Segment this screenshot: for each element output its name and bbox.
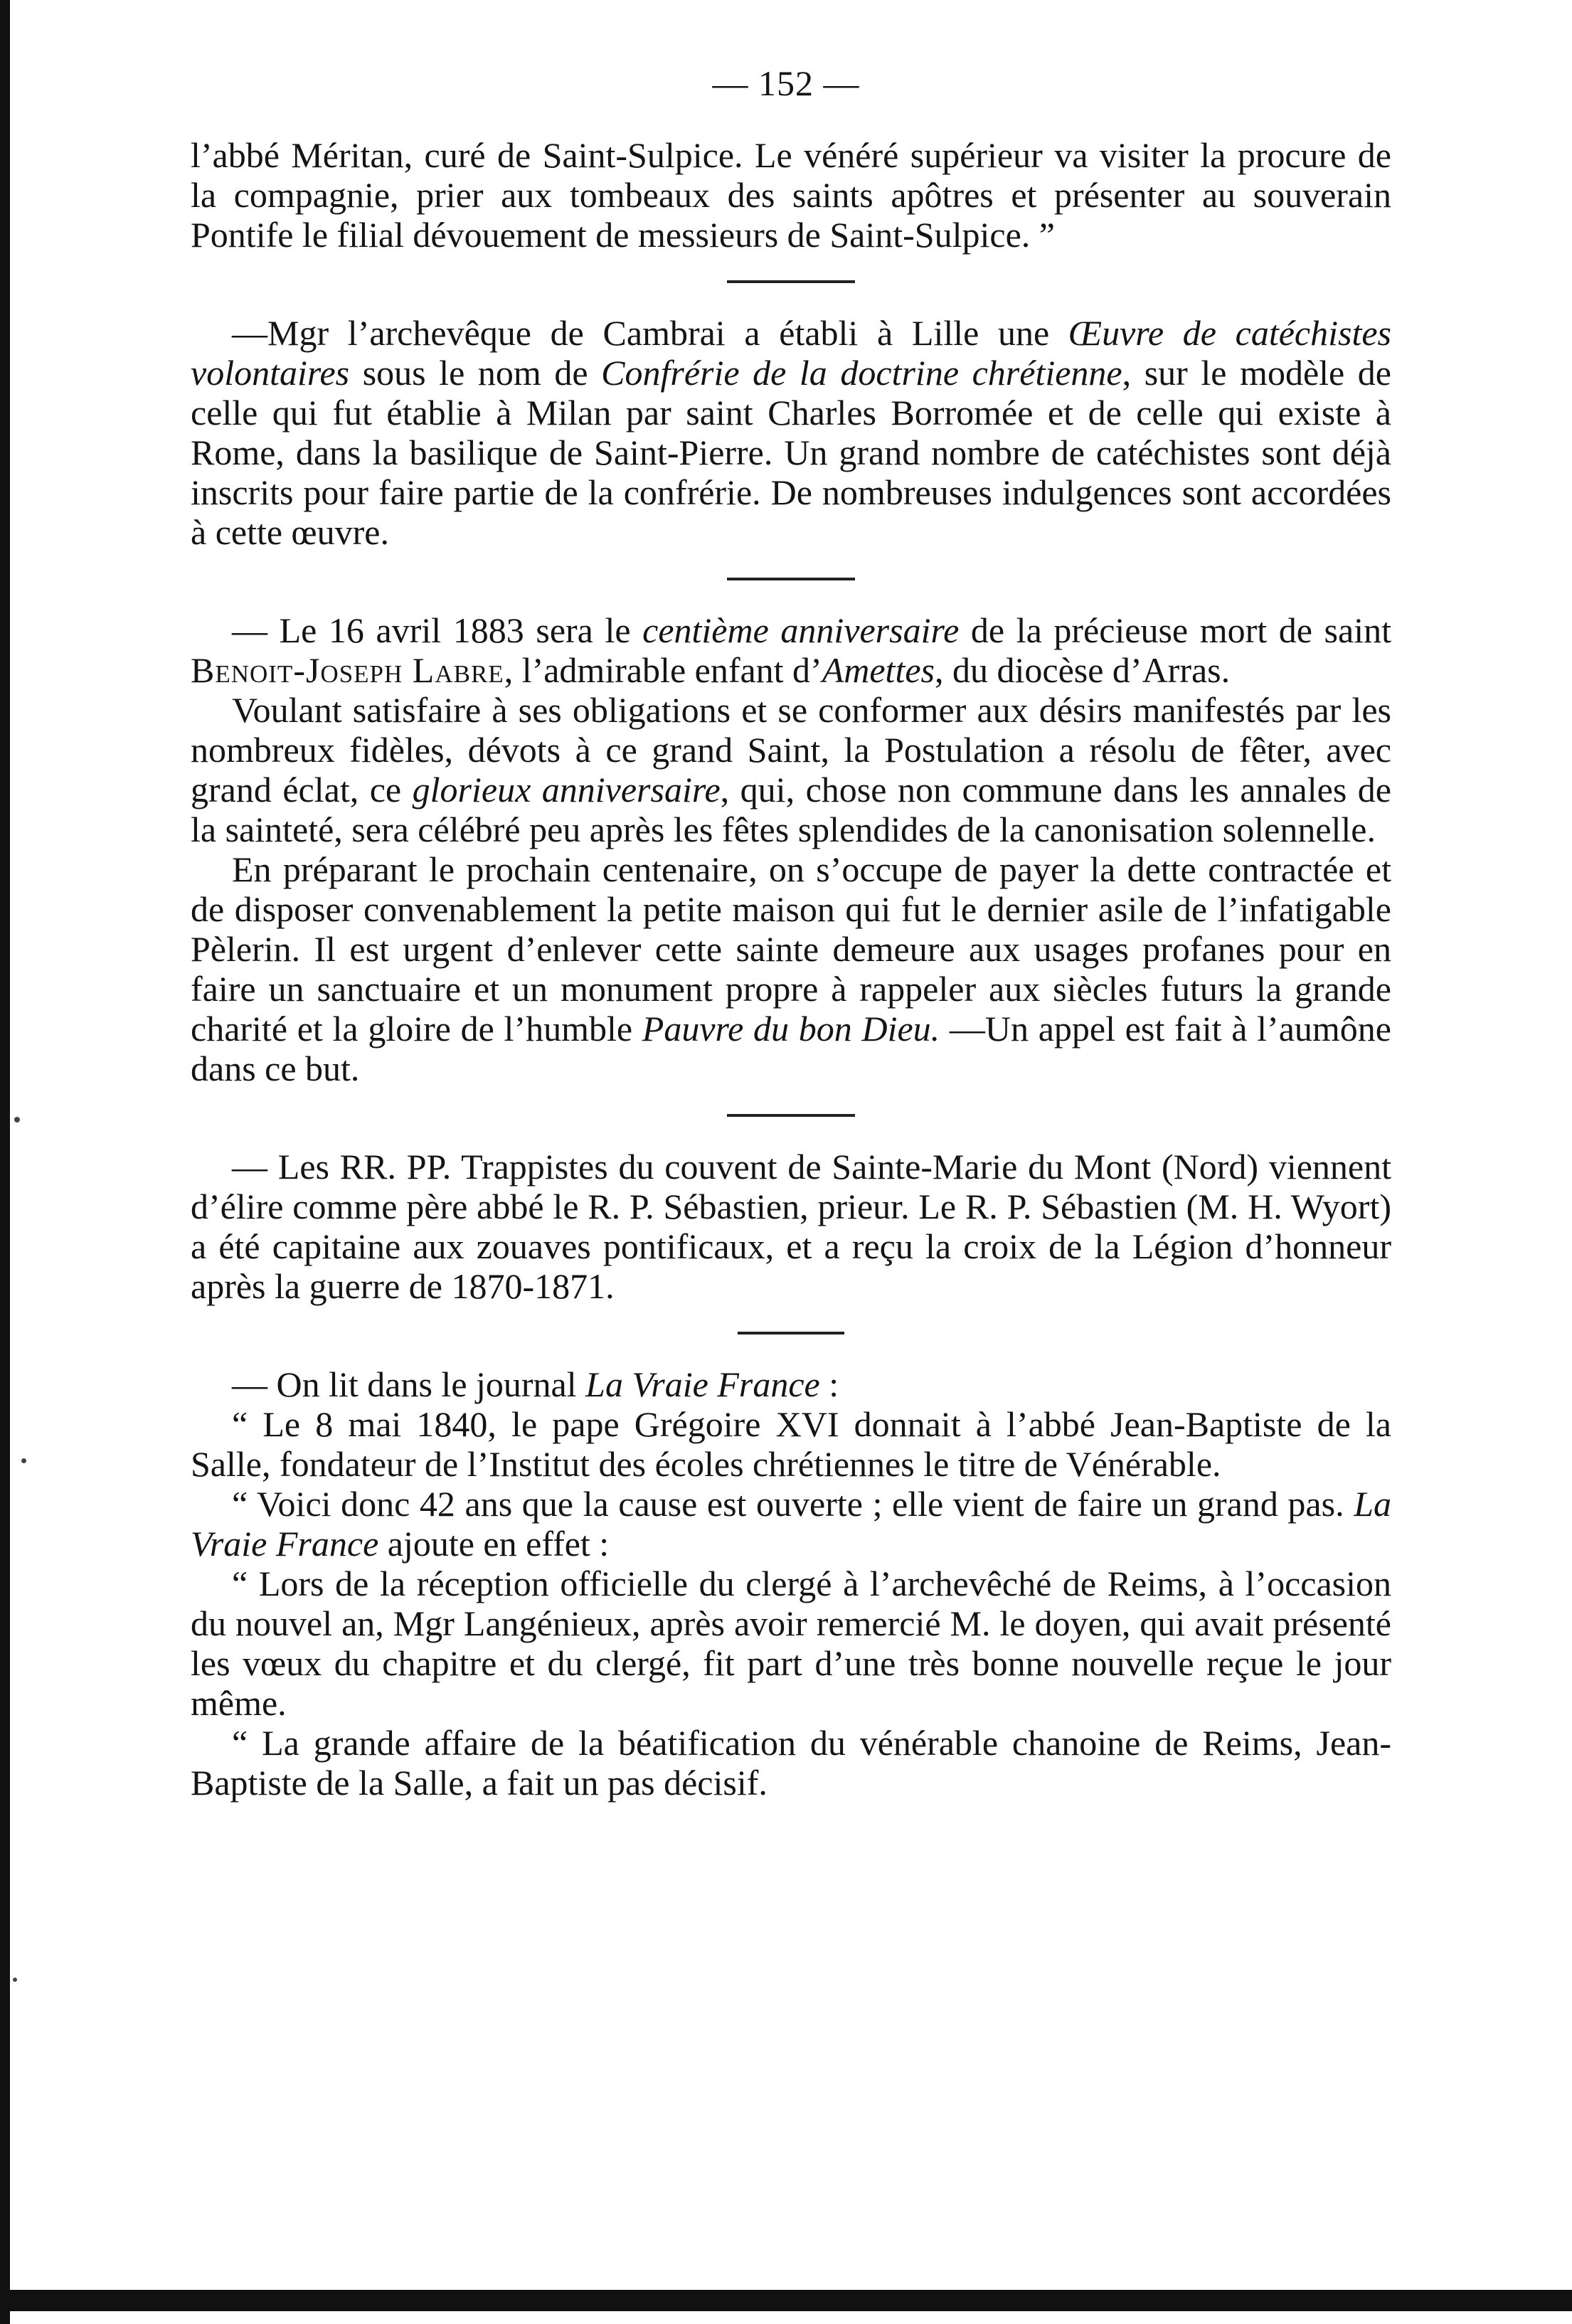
page-number: — 152 — <box>712 63 860 103</box>
paragraph <box>191 610 1391 690</box>
text-run: : <box>819 1364 839 1404</box>
small-caps-name: Benoit-Joseph Labre <box>191 650 504 690</box>
paragraph <box>191 690 1391 849</box>
text-run: de la précieuse mort de saint <box>959 610 1391 650</box>
text-run: —Un appel est fait à l’aumône dans ce but. <box>191 1009 1391 1088</box>
italic-text: La Vraie France <box>585 1364 820 1404</box>
text-run: “ Lors de la réception officielle du clergé à l’archevêché de Reims, à l’occasion du nouvel an, Mgr Langénieux, après avoir remercié M. le doyen, qui avait présenté les vœux du chapitre et du clergé, fit part d’une très bonne nouvelle reçue le jour même. <box>191 1564 1391 1723</box>
text-run: —Mgr l’archevêque de Cambrai a établi à Lille une <box>232 313 1068 353</box>
text-run: , qui, chose non commune dans les annales de la sainteté, sera célébré peu après les fêtes splendides de la canonisation solennelle. <box>191 770 1392 849</box>
paragraph <box>191 1147 1391 1306</box>
italic-text: Amettes <box>822 650 935 690</box>
italic-text: Œuvre de catéchistes volontaires <box>191 313 1392 393</box>
speck <box>21 1458 26 1463</box>
speck <box>14 1117 20 1123</box>
text-run: “ La grande affaire de la béatification du vénérable chanoine de Reims, Jean-Baptiste de la Salle, a fait un pas décisif. <box>191 1723 1391 1803</box>
text-run: — On lit dans le journal <box>232 1364 586 1404</box>
paragraph <box>191 1364 1391 1404</box>
italic-text: glorieux anniversaire <box>412 770 721 810</box>
text-run: “ Le 8 mai 1840, le pape Grégoire XVI donnait à l’abbé Jean-Baptiste de la Salle, fondateur de l’Institut des écoles chrétiennes le titre de Vénérable. <box>191 1404 1391 1484</box>
text-run: sous le nom de <box>349 353 602 393</box>
paragraph <box>191 135 1391 255</box>
paragraph <box>191 1723 1391 1803</box>
text-run: — Les RR. PP. Trappistes du couvent de Sainte-Marie du Mont (Nord) viennent d’élire comme père abbé le R. P. Sébastien, prieur. Le R. P. Sébastien (M. H. Wyort) a été capitaine aux zouaves pontificaux, et a reçu la croix de la Légion d’honneur après la guerre de 1870-1871. <box>191 1147 1391 1306</box>
page-bottom-edge <box>0 2290 1572 2311</box>
text-run: “ Voici donc 42 ans que la cause est ouverte ; elle vient de faire un grand pas. <box>232 1484 1354 1524</box>
paragraph <box>191 849 1391 1088</box>
page-binding-edge <box>0 0 10 2324</box>
paragraph <box>191 1564 1391 1723</box>
section-divider <box>727 280 855 283</box>
text-run: , sur le modèle de celle qui fut établie à Milan par saint Charles Borromée et de celle qui existe à Rome, dans la basilique de Saint-Pierre. Un grand nombre de catéchistes sont déjà inscrits pour faire partie de la confrérie. De nombreuses indulgences sont accordées à cette œuvre. <box>191 353 1391 552</box>
section-divider <box>738 1332 844 1335</box>
paragraph <box>191 1484 1391 1564</box>
italic-text: La Vraie France <box>191 1484 1391 1564</box>
italic-text: centième anniversaire <box>642 610 960 650</box>
text-run: , l’admirable enfant d’ <box>504 650 822 690</box>
italic-text: Confrérie de la doctrine chrétienne <box>601 353 1122 393</box>
page-body <box>191 135 1391 1803</box>
text-run: , du diocèse d’Arras. <box>935 650 1231 690</box>
text-run: l’abbé Méritan, curé de Saint-Sulpice. Le vénéré supérieur va visiter la procure de la compagnie, prier aux tombeaux des saints apôtres et présenter au souverain Pontife le filial dévouement de messieurs de Saint-Sulpice. ” <box>191 135 1391 255</box>
text-run: — Le 16 avril 1883 sera le <box>232 610 643 650</box>
text-run: ajoute en effet : <box>378 1524 610 1564</box>
paragraph <box>191 313 1391 552</box>
text-run: En préparant le prochain centenaire, on s’occupe de payer la dette contractée et de disposer convenablement la petite maison qui fut le dernier asile de l’infatigable Pèlerin. Il est urgent d’enlever cette sainte demeure aux usages profanes pour en faire un sanctuaire et un monument propre à rappeler aux siècles futurs la grande charité et la gloire de l’humble <box>191 849 1391 1049</box>
section-divider <box>727 578 855 580</box>
section-divider <box>727 1114 855 1117</box>
text-run: Voulant satisfaire à ses obligations et se conformer aux désirs manifestés par les nombreux fidèles, dévots à ce grand Saint, la Postulation a résolu de fêter, avec grand éclat, ce <box>191 690 1391 810</box>
speck <box>13 1978 17 1982</box>
paragraph <box>191 1404 1391 1484</box>
italic-text: Pauvre du bon Dieu. <box>642 1009 940 1049</box>
